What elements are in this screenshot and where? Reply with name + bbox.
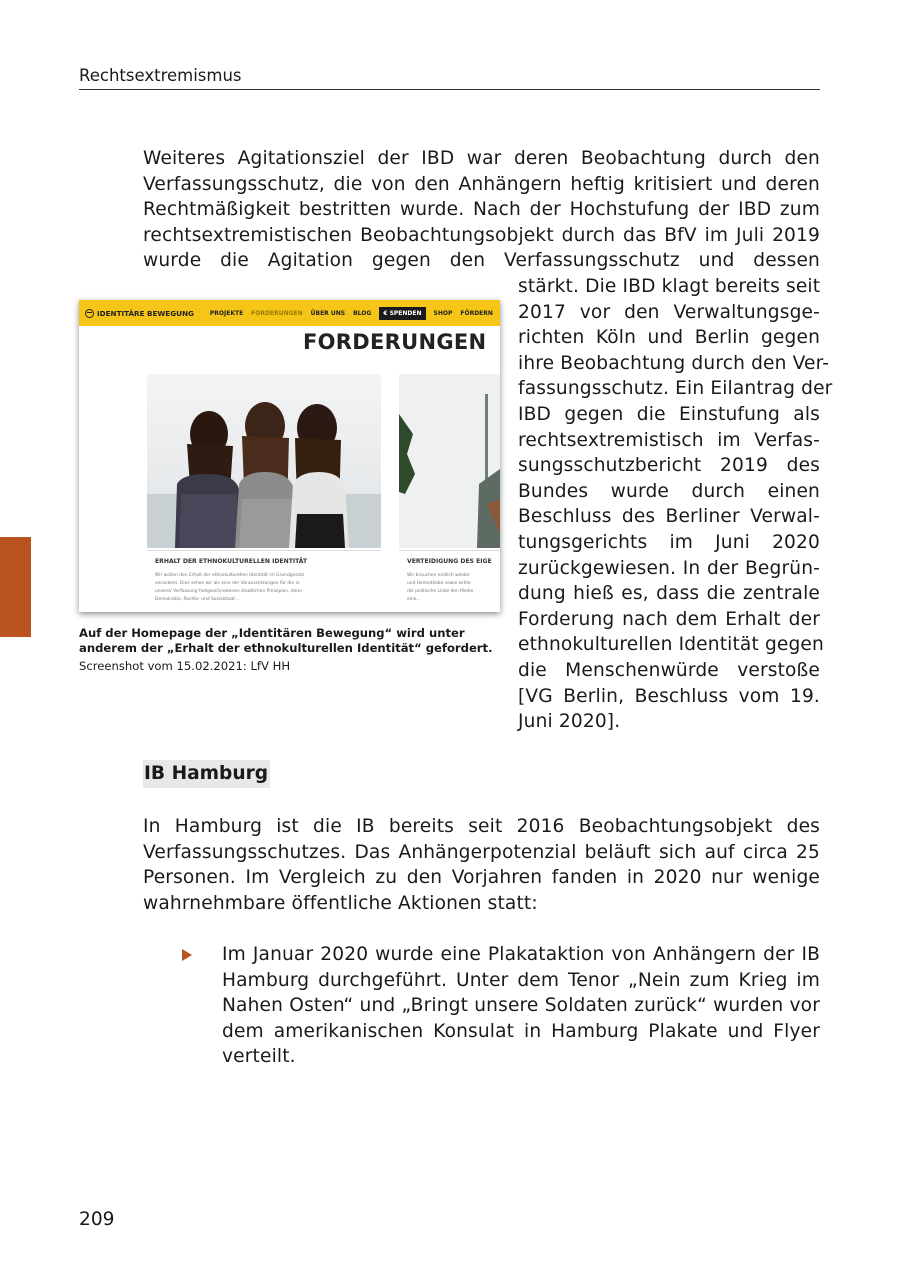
site-nav-bar [79,300,500,326]
site-page-heading: FORDERUNGEN [303,330,487,354]
intro-paragraph: Weiteres Agitationsziel der IBD war deren Beobachtung durch den Verfassungsschutz, die von den Anhängern heftig kritisiert und deren Rechtmäßigkeit bestritten wurde. Nach der Hochstufung der IBD zum rechtsextremistischen Beobachtungsobjekt durch das BfV im Juli 2019 wurde die Agitation gegen den Verfassungsschutz und dessen [143,148,820,272]
card-title: ERHALT DER ETHNOKULTURELLEN IDENTITÄT [155,558,308,565]
card-body-line: Wir brauchen endlich wieder [407,573,470,578]
site-nav-item: SHOP [433,309,453,317]
caption-credit: Screenshot vom 15.02.2021: LfV HH [79,659,291,674]
card-body-line: Demokratie, Rechts- und Sozialstaat... [155,597,240,602]
wrapped-text-line: rechtsextremistisch im Verfas- [518,429,820,451]
section-paragraph: In Hamburg ist die IB bereits seit 2016 Beobachtungsobjekt des Verfassungsschutzes. Das Anhängerpotenzial beläuft sich auf circa 25 Personen. Im Vergleich zu den Vorjahren fanden in 2020 nur wenige wahrnehmbare öffentliche Aktionen statt: [143,816,820,914]
wrapped-text-column [518,274,833,735]
card-body-line: und Heimatliebe sowie echte [407,581,471,586]
card-divider [399,550,500,551]
wrapped-text-line: ihre Beobachtung durch den Ver- [518,352,830,374]
wrapped-text-line: stärkt. Die IBD klagt bereits seit [518,276,821,297]
wrapped-text-line: ethnokulturellen Identität gegen [518,634,824,656]
wrapped-text-line: Beschluss des Berliner Verwal- [518,506,820,528]
website-screenshot-figure [79,300,500,612]
site-nav-item: FORDERUNGEN [251,309,303,317]
site-nav-item: BLOG [353,309,372,317]
bullet-text: Im Januar 2020 wurde eine Plakataktion von Anhängern der IB Hamburg durchgeführt. Unter dem Tenor „Nein zum Krieg im Nahen Osten“ und „Bringt unsere Soldaten zurück“ wurden vor dem amerikanischen Konsulat in Hamburg Plakate und Flyer verteilt. [222,944,820,1068]
chapter-tab-marker [0,537,31,637]
card-body-line: verankern. Dies sehen wir als eine der Voraussetzungen für die in [155,581,300,586]
site-nav-item-donate: € SPENDEN [379,307,425,320]
wrapped-text-line: Bundes wurde durch einen [518,480,820,502]
site-nav-item: ÜBER UNS [310,309,346,317]
wrapped-text-line: sungsschutzbericht 2019 des [518,455,820,477]
card-title: VERTEIDIGUNG DES EIGE [407,558,492,565]
wrapped-text-line: dung hieß es, dass die zentrale [518,583,820,605]
site-nav-item: FÖRDERN [460,309,493,317]
wrapped-text-line: 2017 vor den Verwaltungsge- [518,301,820,323]
wrapped-text-line: [VG Berlin, Beschluss vom 19. [518,685,820,707]
site-logo-text: IDENTITÄRE BEWEGUNG [97,308,194,318]
lambda-logo-icon [85,309,94,318]
wrapped-text-line: Forderung nach dem Erhalt der [518,608,820,630]
card-divider [147,550,381,551]
figure-caption [79,626,509,675]
section-heading: IB Hamburg [143,760,270,788]
card-body-line: unserer Verfassung festgeschriebenen staatlichen Prinzipien, denn [155,589,302,594]
three-women-photo [147,374,381,548]
wrapped-text-line: IBD gegen die Einstufung als [518,403,820,425]
wrapped-text-line: fassungsschutz. Ein Eilantrag der [518,378,833,400]
card-body-line: die politische Linke den Medie [407,589,474,594]
running-header: Rechtsextremismus [79,66,820,90]
statue-photo [399,374,500,548]
site-logo [85,309,194,318]
caption-title: Auf der Homepage der „Identitären Bewegung“ wird unter anderem der „Erhalt der ethnokulturellen Identität“ gefordert. [79,626,493,656]
wrapped-text-line: richten Köln und Berlin gegen [518,327,820,349]
triangle-bullet-icon [182,949,192,961]
page-number: 209 [79,1209,115,1230]
card-body-line: eine... [407,597,421,602]
wrapped-text-line: Juni 2020]. [518,711,621,733]
wrapped-text-line: die Menschenwürde verstoße [518,659,820,681]
wrapped-text-line: tungsgerichts im Juni 2020 [518,531,820,553]
card-body-line: Wir wollen den Erhalt der ethnokulturellen Identität im Grundgesetz [155,573,305,578]
wrapped-text-line: zurückgewiesen. In der Begrün- [518,557,820,579]
site-nav-item: PROJEKTE [209,309,244,317]
